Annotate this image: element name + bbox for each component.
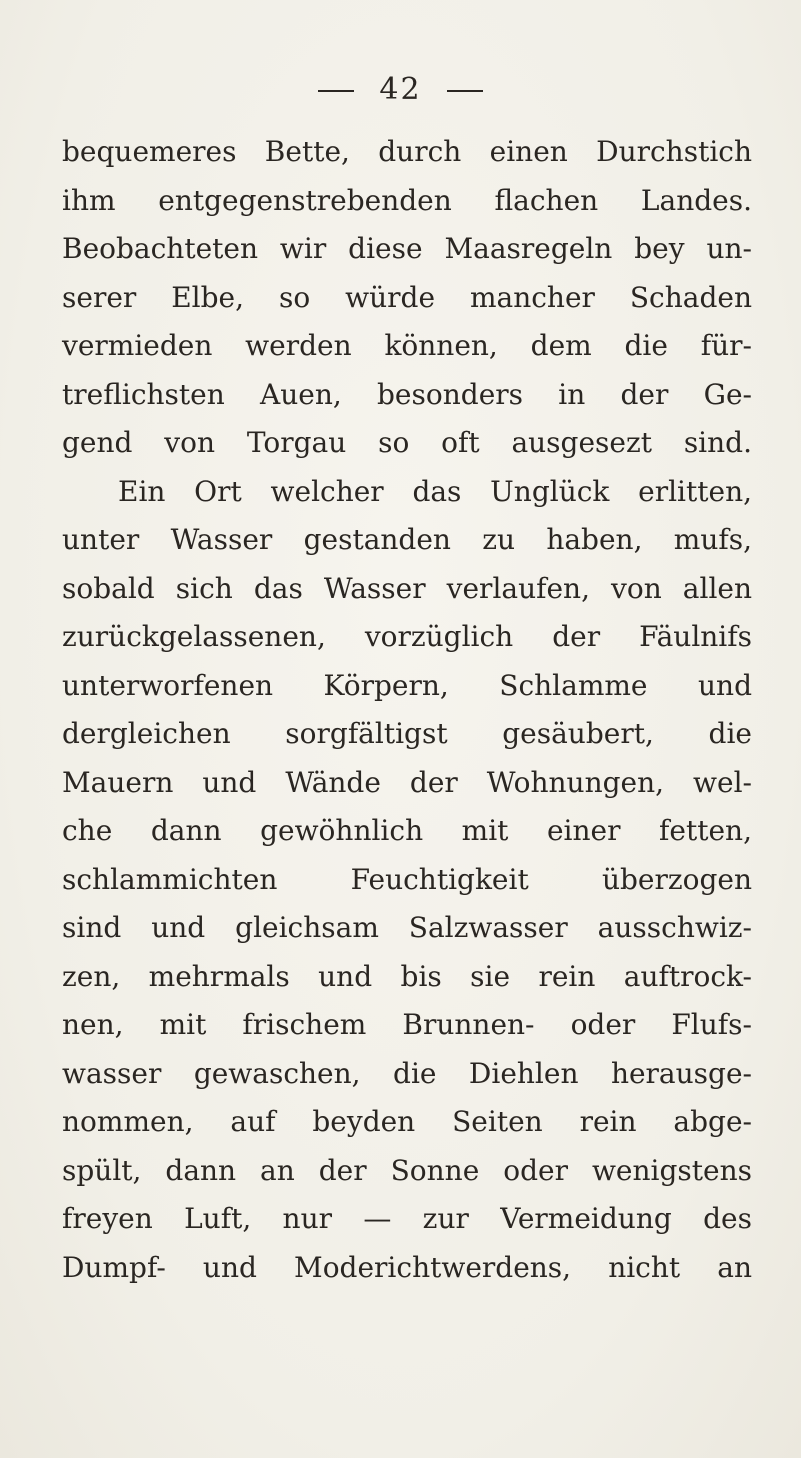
text-line: unterworfenen Körpern, Schlamme und	[62, 668, 752, 702]
text-line: Beobachteten wir diese Maasregeln bey un-	[62, 232, 752, 265]
text-line: gend von Torgau so oft ausgesezt sind.	[62, 426, 752, 459]
text-line: nen, mit frischem Brunnen- oder Flufs-	[62, 1008, 752, 1041]
text-line: ihm entgegenstrebenden flachen Landes.	[62, 183, 752, 217]
text-line: Mauern und Wände der Wohnungen, wel-	[62, 765, 752, 799]
text-line: sobald sich das Wasser verlaufen, von allen	[62, 571, 752, 605]
text-line: freyen Luft, nur — zur Vermeidung des	[62, 1202, 752, 1235]
text-line: zurückgelassenen, vorzüglich der Fäulnifs	[62, 620, 752, 653]
text-line: Dumpf- und Moderichtwerdens, nicht an	[62, 1250, 752, 1284]
page-number: 42	[379, 72, 422, 107]
page-header	[0, 72, 801, 107]
text-line: spült, dann an der Sonne oder wenigstens	[62, 1153, 752, 1187]
text-line: wasser gewaschen, die Diehlen herausge-	[62, 1056, 752, 1090]
text-line: unter Wasser gestanden zu haben, mufs,	[62, 523, 752, 556]
header-dash-right	[447, 90, 483, 92]
header-dash-left	[318, 90, 354, 92]
text-line: zen, mehrmals und bis sie rein auftrock-	[62, 959, 752, 993]
text-line: nommen, auf beyden Seiten rein abge-	[62, 1105, 752, 1138]
text-line: sind und gleichsam Salzwasser ausschwiz-	[62, 911, 752, 944]
text-line: che dann gewöhnlich mit einer fetten,	[62, 814, 752, 847]
text-line: bequemeres Bette, durch einen Durchstich	[62, 135, 752, 168]
text-line-paragraph-start: Ein Ort welcher das Unglück erlitten,	[118, 474, 752, 508]
page-body	[62, 128, 752, 1292]
text-line: treflichsten Auen, besonders in der Ge-	[62, 377, 752, 411]
text-line: schlammichten Feuchtigkeit überzogen	[62, 862, 752, 896]
text-line: vermieden werden können, dem die für-	[62, 329, 752, 362]
text-line: serer Elbe, so würde mancher Schaden	[62, 280, 752, 314]
text-line: dergleichen sorgfältigst gesäubert, die	[62, 717, 752, 750]
